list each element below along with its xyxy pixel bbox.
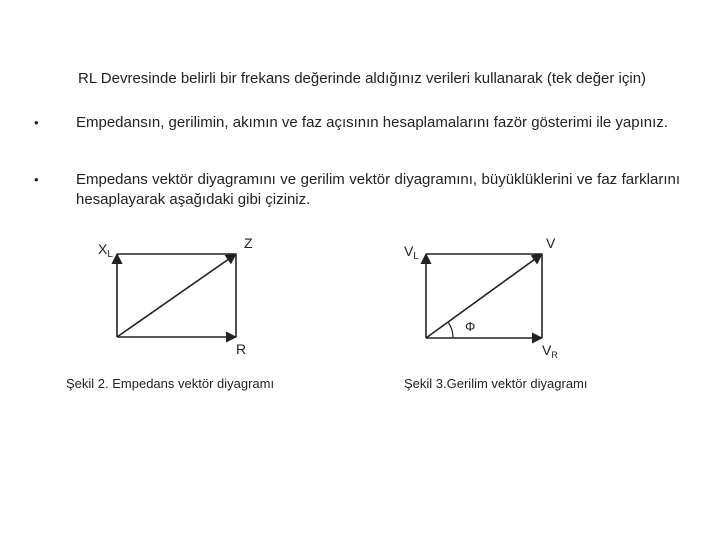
z-label: Z: [244, 235, 253, 251]
bullet-text: Empedansın, gerilimin, akımın ve faz açısının hesaplamalarını fazör gösterimi ile yapınız.: [76, 114, 668, 131]
voltage-diagram: [404, 235, 558, 360]
vl-label: $V_L$: [404, 243, 419, 262]
v-vector-line: [426, 254, 542, 338]
z-vector-line: [117, 254, 236, 337]
v-label: V: [546, 235, 556, 251]
intro-text: RL Devresinde belirli bir frekans değerinde aldığınız verileri kullanarak (tek değer için): [78, 70, 647, 87]
r-label: R: [236, 341, 247, 357]
bullet-text: Empedans vektör diyagramını ve gerilim vektör diyagramını, büyüklüklerini ve faz farklarını hesaplayarak aşağıdaki gibi çiziniz.: [76, 171, 680, 208]
figure-3-caption: Şekil 3.Gerilim vektör diyagramı: [404, 376, 588, 391]
bullet-marker: •: [34, 115, 39, 130]
phase-angle-arc: [448, 322, 453, 338]
figure-2-caption: Şekil 2. Empedans vektör diyagramı: [66, 376, 275, 391]
xl-label: $X_L$: [98, 241, 113, 260]
vr-label: $V_R$: [542, 342, 558, 360]
phi-label: Φ: [465, 319, 476, 334]
impedance-diagram: [98, 235, 253, 357]
bullet-marker: •: [34, 172, 39, 187]
